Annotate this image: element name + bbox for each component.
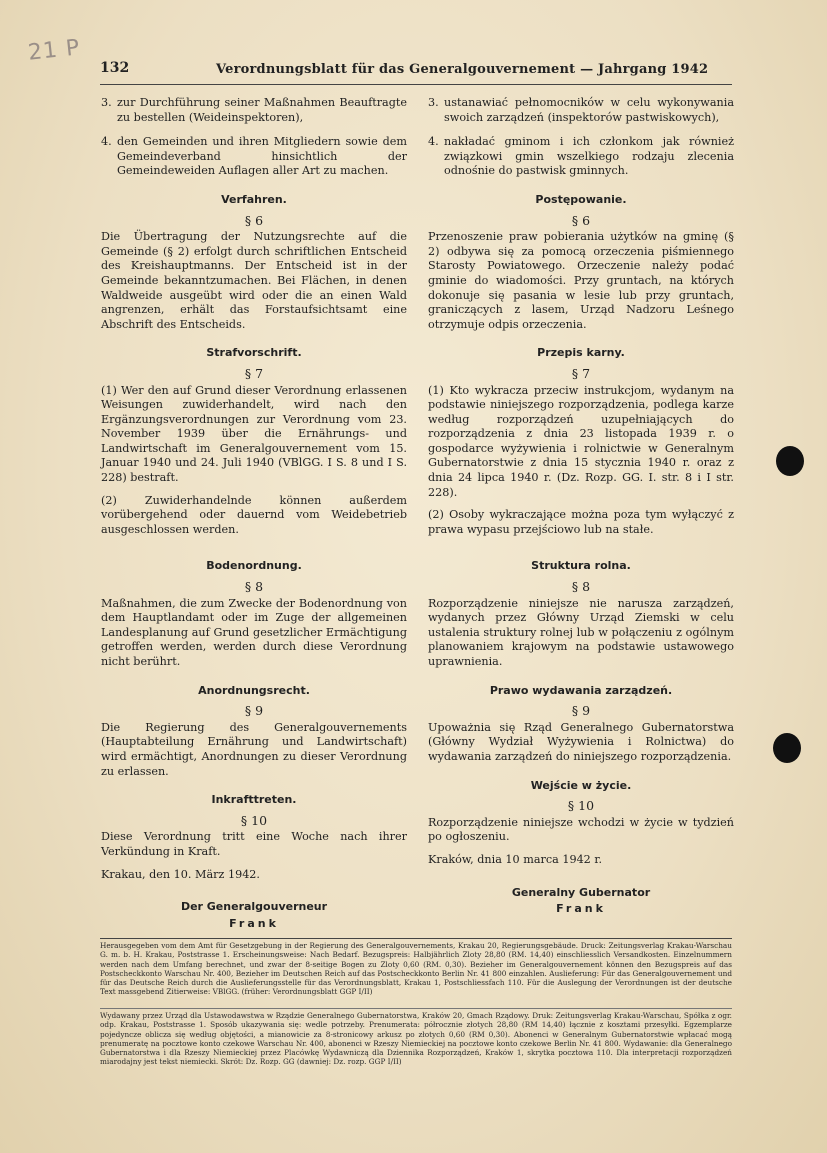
footer-imprint-german: Herausgegeben vom dem Amt für Gesetzgebung in der Regierung des Generalgouvernements, Krakau 20, Regierungsgebäude. Druck: Zeitungsverlag Krakau-Warschau G. m. b. H. Krakau, Poststrasse 1. Erscheinungsweise: Nach Bedarf. Bezugspreis: Halbjährlich Zloty 28,80 (RM. 14,40) einschliesslich Versandkosten. Einzelnummern werden nach dem Umfang berechnet, und zwar der 8-seitige Bogen zu Zloty 0,60 (RM. 0,30). Bezieher im Generalgouvernement können den Bezugspreis auf das Postscheckkonto Warschau Nr. 400, Bezieher im Deutschen Reich auf das Postscheckkonto Berlin Nr. 41 800 einzahlen. Auslieferung: Für das Generalgouvernement und für das Deutsche Reich durch die Auslieferungsstelle für das Verordnungsblatt, Krakau 1, Postschliessfach 110. Für die Auslegung der Verordnungen ist der deutsche Text massgebend Zitierweise: VBlGG. (früher: Verordnungsblatt GGP I/II) bbox=[100, 941, 732, 997]
section-heading: Prawo wydawania zarządzeń. bbox=[489, 683, 673, 697]
paragraph-number: § 7 bbox=[244, 365, 264, 381]
punch-hole bbox=[773, 733, 801, 763]
section-text: Die Regierung des Generalgouvernements (Hauptabteilung Ernährung und Landwirtschaft) wird ermächtigt, Anordnungen zu dieser Verordnung zu erlassen. bbox=[101, 720, 407, 778]
signature-name: Frank bbox=[229, 916, 279, 930]
section-text: (1) Wer den auf Grund dieser Verordnung erlassenen Weisungen zuwiderhandelt, wird nach den Ergänzungsverordnungen zur Verordnung vom 23. November 1939 über die Ernährungs- und Landwirtschaft im Generalgouvernement vom 15. Januar 1940 und 24. Juli 1940 (VBlGG. I S. 8 und I S. 228) bestraft. bbox=[101, 383, 407, 485]
place-date: Krakau, den 10. März 1942. bbox=[101, 867, 260, 881]
signature-name: Frank bbox=[556, 902, 606, 916]
paragraph-number: § 8 bbox=[244, 579, 264, 595]
signature-title: Generalny Gubernator bbox=[511, 885, 651, 899]
place-date: Kraków, dnia 10 marca 1942 r. bbox=[428, 852, 603, 866]
signature-title: Der Generalgouverneur bbox=[180, 900, 328, 914]
section-text: Maßnahmen, die zum Zwecke der Bodenordnung von dem Hauptlandamt oder im Zuge der allgemeinen Landesplanung auf Grund gesetzlicher Ermächtigung getroffen werden, werden durch diese Verordnung nicht berührt. bbox=[101, 596, 407, 668]
footer-rule bbox=[100, 1008, 732, 1009]
section-text: (1) Kto wykracza przeciw instrukcjom, wydanym na podstawie niniejszego rozporządzenia, podlega karze według rozporządzeń uzupełniających do rozporządzenia z dnia 23 listopada 1939 r. o gospodarce wyżywienia i rolnictwie w Generalnym Gubernatorstwie z dnia 15 stycznia 1940 r. oraz z dnia 24 lipca 1940 r. (Dz. Rozp. GG. I. str. 8 i I str. 228). bbox=[428, 383, 734, 499]
polish-column bbox=[428, 96, 734, 917]
paragraph-number: § 9 bbox=[571, 703, 591, 719]
section-heading: Anordnungsrecht. bbox=[198, 683, 310, 697]
german-column bbox=[101, 96, 407, 931]
paragraph-number: § 10 bbox=[567, 798, 595, 814]
paragraph-number: § 7 bbox=[571, 365, 591, 381]
footer-rule bbox=[100, 938, 732, 939]
list-item bbox=[428, 96, 734, 125]
paragraph-number: § 8 bbox=[571, 579, 591, 595]
section-heading: Przepis karny. bbox=[537, 346, 625, 360]
item-text: den Gemeinden und ihren Mitgliedern sowie dem Gemeindeverband hinsichtlich der Gemeindeweiden Auflagen aller Art zu machen. bbox=[117, 135, 407, 178]
section-text: (2) Zuwiderhandelnde können außerdem vorübergehend oder dauernd vom Weidebetrieb ausgeschlossen werden. bbox=[101, 493, 407, 536]
paragraph-number: § 6 bbox=[571, 212, 591, 228]
section-heading: Wejście w życie. bbox=[530, 778, 632, 792]
section-text: Rozporządzenie niniejsze nie narusza zarządzeń, wydanych przez Główny Urząd Ziemski w celu ustalenia struktury rolnej lub w połączeniu z ogólnym planowaniem krajowym na podstawie ustawowego uprawnienia. bbox=[428, 596, 734, 668]
section-heading: Inkrafttreten. bbox=[211, 793, 297, 807]
item-number: 3. bbox=[428, 96, 439, 109]
item-text: ustanawiać pełnomocników w celu wykonywania swoich zarządzeń (inspektorów pastwiskowych), bbox=[444, 96, 734, 124]
list-item bbox=[101, 135, 407, 179]
section-heading: Struktura rolna. bbox=[531, 559, 631, 573]
header-rule bbox=[100, 84, 732, 85]
pencil-annotation: 21 P bbox=[26, 35, 82, 66]
section-text: (2) Osoby wykraczające można poza tym wyłączyć z prawa wypasu przejściowo lub na stałe. bbox=[428, 508, 734, 536]
footer-imprint-polish: Wydawany przez Urząd dla Ustawodawstwa w Rządzie Generalnego Gubernatorstwa, Kraków 20, Gmach Rządowy. Druk: Zeitungsverlag Krakau-Warschau, Spółka z ogr. odp. Krakau, Poststrasse 1. Sposób ukazywania się: wedle potrzeby. Prenumerata: półrocznie złotych 28,80 (RM 14,40) łącznie z kosztami przesyłki. Egzemplarze pojedyncze oblicza się według objętości, a mianowicie za 8-stronicowy arkusz po złotych 0,60 (RM 0,30). Abonenci w Generalnym Gubernatorstwie wpłacać mogą prenumeratę na pocztowe konto czekowe Warschau Nr. 400, abonenci w Rzeszy Niemieckiej na pocztowe konto czekowe Berlin Nr. 41 800. Wydawanie: dla Generalnego Gubernatorstwa i dla Rzeszy Niemieckiej przez Placówkę Wydawniczą dla Dziennika Rozporządzeń, Kraków 1, skrytka pocztowa 110. Dla interpretacji rozporządzeń miarodajny jest tekst niemiecki. Skrót: Dz. Rozp. GG (dawniej: Dz. rozp. GGP I/II) bbox=[100, 1011, 732, 1067]
section-text: Diese Verordnung tritt eine Woche nach ihrer Verkündung in Kraft. bbox=[101, 830, 407, 858]
item-number: 3. bbox=[101, 96, 112, 109]
section-text: Upoważnia się Rząd Generalnego Gubernatorstwa (Główny Wydział Wyżywienia i Rolnictwa) do wydawania zarządzeń do niniejszego rozporządzenia. bbox=[428, 720, 734, 763]
section-text: Die Übertragung der Nutzungsrechte auf die Gemeinde (§ 2) erfolgt durch schriftlichen Entscheid des Kreishauptmanns. Der Entscheid ist in der Gemeinde bekanntzumachen. Bei Flächen, in denen Waldweide ausgeübt wird oder die an einen Wald angrenzen, erhält das Forstaufsichtsamt eine Abschrift des Entscheids. bbox=[101, 230, 407, 331]
item-text: nakładać gminom i ich członkom jak również związkowi gmin wszelkiego rodzaju zlecenia odnośnie do pastwisk gminnych. bbox=[444, 135, 734, 178]
section-heading: Bodenordnung. bbox=[206, 559, 302, 573]
list-item bbox=[101, 96, 407, 125]
paragraph-number: § 10 bbox=[240, 812, 268, 828]
punch-hole bbox=[776, 446, 804, 476]
running-header-title: Verordnungsblatt für das Generalgouvernement — Jahrgang 1942 bbox=[216, 62, 709, 77]
section-heading: Verfahren. bbox=[221, 192, 287, 206]
item-number: 4. bbox=[101, 135, 112, 149]
page-number: 132 bbox=[100, 60, 130, 76]
section-text: Rozporządzenie niniejsze wchodzi w życie w tydzień po ogłoszeniu. bbox=[428, 815, 734, 844]
item-text: zur Durchführung seiner Maßnahmen Beauftragte zu bestellen (Weideinspektoren), bbox=[117, 96, 407, 124]
paragraph-number: § 6 bbox=[244, 212, 264, 228]
section-heading: Strafvorschrift. bbox=[206, 346, 302, 360]
list-item bbox=[428, 135, 734, 179]
section-text: Przenoszenie praw pobierania użytków na gminę (§ 2) odbywa się za pomocą orzeczenia piśmiennego Starosty Powiatowego. Orzeczenie należy podać gminie do wiadomości. Przy gruntach, na których dokonuje się pasania w lesie lub przy gruntach, graniczących z lasem, Urząd Nadzoru Leśnego otrzymuje odpis orzeczenia. bbox=[428, 230, 734, 331]
item-number: 4. bbox=[428, 135, 439, 149]
paragraph-number: § 9 bbox=[244, 703, 264, 719]
section-heading: Postępowanie. bbox=[535, 192, 627, 206]
